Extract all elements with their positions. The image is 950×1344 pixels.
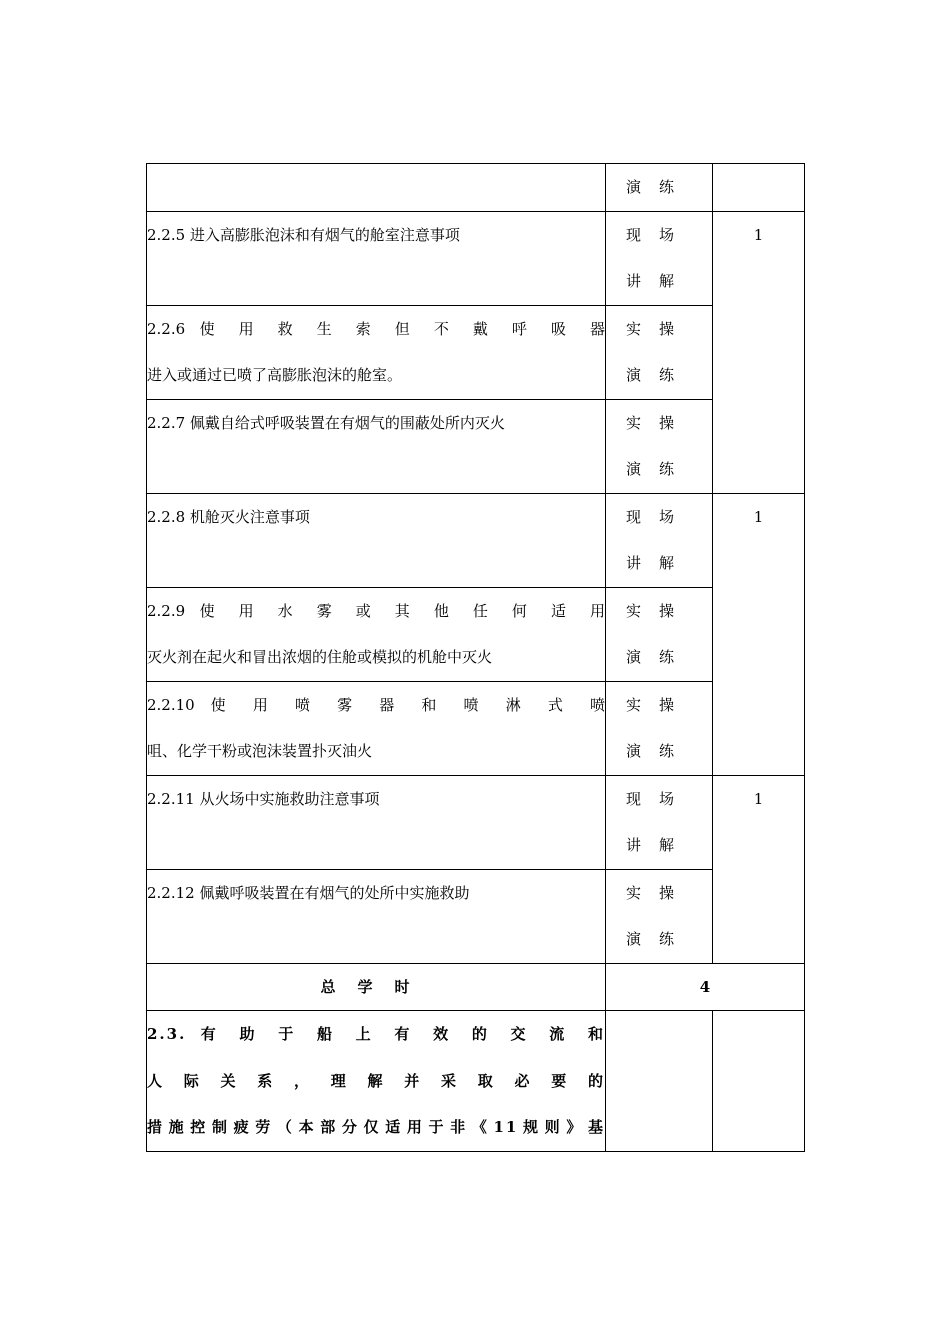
course-table bbox=[146, 163, 805, 1152]
topic-cell bbox=[147, 164, 606, 212]
method-cell: 现场 讲解 bbox=[606, 775, 713, 869]
method-cell: 实操 演练 bbox=[606, 869, 713, 963]
table-row bbox=[147, 869, 805, 963]
method-cell: 现场 讲解 bbox=[606, 493, 713, 587]
table-row bbox=[147, 305, 805, 399]
topic-cell: 2.2.7 佩戴自给式呼吸装置在有烟气的围蔽处所内灭火 bbox=[147, 399, 606, 493]
method-cell: 演练 bbox=[606, 164, 713, 212]
table-row bbox=[147, 775, 805, 869]
topic-cell: 2.2.6 使 用 救 生 索 但 不 戴 呼 吸 器 进入或通过已喷了高膨胀泡沫的舱室。 bbox=[147, 305, 606, 399]
method-cell: 实操 演练 bbox=[606, 305, 713, 399]
topic-cell: 2.2.11 从火场中实施救助注意事项 bbox=[147, 775, 606, 869]
topic-cell: 2.2.12 佩戴呼吸装置在有烟气的处所中实施救助 bbox=[147, 869, 606, 963]
method-cell: 现场 讲解 bbox=[606, 211, 713, 305]
method-cell: 实操 演练 bbox=[606, 587, 713, 681]
total-row bbox=[147, 963, 805, 1011]
total-value: 4 bbox=[606, 963, 805, 1011]
hours-cell bbox=[713, 164, 805, 212]
section-row bbox=[147, 1011, 805, 1152]
total-label: 总学时 bbox=[147, 963, 606, 1011]
method-cell: 实操 演练 bbox=[606, 399, 713, 493]
topic-cell: 2.2.10 使 用 喷 雾 器 和 喷 淋 式 喷 咀、化学干粉或泡沫装置扑灭油火 bbox=[147, 681, 606, 775]
topic-cell: 2.2.8 机舱灭火注意事项 bbox=[147, 493, 606, 587]
hours-cell bbox=[713, 1011, 805, 1152]
section-heading: 2.3. 有 助 于 船 上 有 效 的 交 流 和 人 际 关 系 ， 理 解 并 采 取 必 要 的 措施控制疲劳（本部分仅适用于非《11规则》基 bbox=[147, 1011, 606, 1152]
table-row bbox=[147, 493, 805, 587]
topic-cell: 2.2.5 进入高膨胀泡沫和有烟气的舱室注意事项 bbox=[147, 211, 606, 305]
hours-cell: 1 bbox=[713, 775, 805, 963]
table-row bbox=[147, 211, 805, 305]
method-cell: 实操 演练 bbox=[606, 681, 713, 775]
hours-cell: 1 bbox=[713, 493, 805, 775]
topic-cell: 2.2.9 使 用 水 雾 或 其 他 任 何 适 用 灭火剂在起火和冒出浓烟的住舱或模拟的机舱中灭火 bbox=[147, 587, 606, 681]
method-cell bbox=[606, 1011, 713, 1152]
table-row bbox=[147, 399, 805, 493]
table-row bbox=[147, 587, 805, 681]
table-row bbox=[147, 164, 805, 212]
hours-cell: 1 bbox=[713, 211, 805, 493]
table-row bbox=[147, 681, 805, 775]
